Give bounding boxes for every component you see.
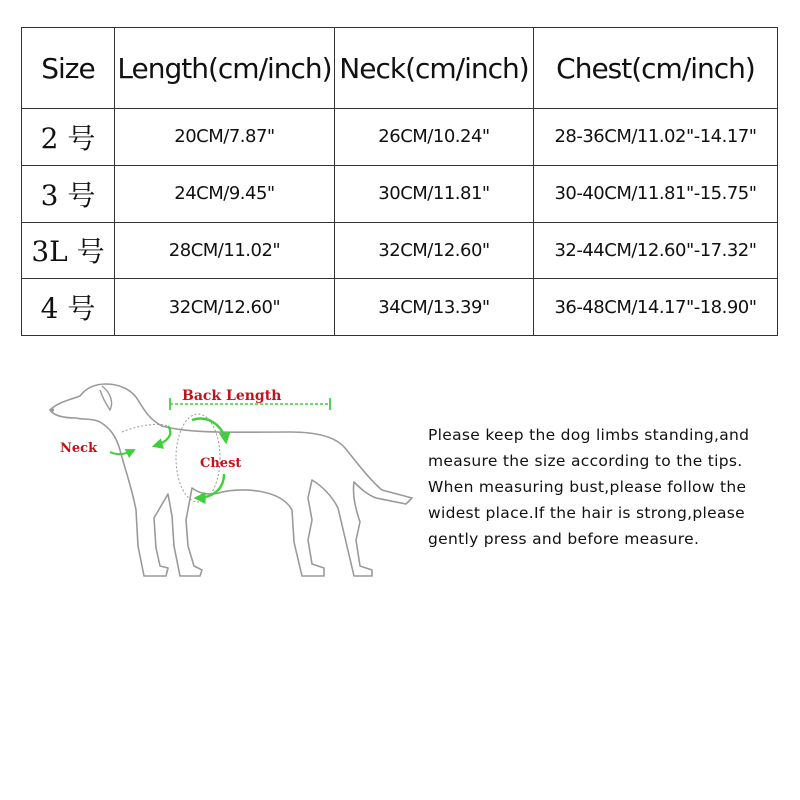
chest-cell: 30-40CM/11.81"-15.75" bbox=[534, 165, 778, 222]
instruction-line: Please keep the dog limbs standing,and bbox=[428, 426, 750, 444]
back-length-label: Back Length bbox=[182, 388, 282, 404]
dog-measurement-diagram bbox=[40, 370, 420, 585]
table-row bbox=[22, 165, 778, 222]
size-cell: 4 号 bbox=[22, 279, 115, 336]
size-cell: 2 号 bbox=[22, 109, 115, 166]
instruction-line: widest place.If the hair is strong,please bbox=[428, 504, 745, 522]
table-row bbox=[22, 222, 778, 279]
neck-cell: 32CM/12.60" bbox=[335, 222, 534, 279]
dog-ear bbox=[100, 386, 112, 410]
chest-arrow-bottom bbox=[196, 474, 224, 498]
neck-label: Neck bbox=[60, 441, 98, 456]
table-header-row bbox=[22, 28, 778, 109]
table-row bbox=[22, 109, 778, 166]
length-cell: 32CM/12.60" bbox=[115, 279, 335, 336]
length-cell: 20CM/7.87" bbox=[115, 109, 335, 166]
neck-cell: 30CM/11.81" bbox=[335, 165, 534, 222]
instruction-line: measure the size according to the tips. bbox=[428, 452, 743, 470]
instruction-line: gently press and before measure. bbox=[428, 530, 700, 548]
chest-cell: 28-36CM/11.02"-14.17" bbox=[534, 109, 778, 166]
dog-outline bbox=[50, 384, 412, 576]
chest-cell: 32-44CM/12.60"-17.32" bbox=[534, 222, 778, 279]
chest-label: Chest bbox=[200, 456, 242, 471]
length-cell: 24CM/9.45" bbox=[115, 165, 335, 222]
size-cell: 3L 号 bbox=[22, 222, 115, 279]
size-cell: 3 号 bbox=[22, 165, 115, 222]
neck-arrow-small bbox=[110, 450, 134, 454]
chest-cell: 36-48CM/14.17"-18.90" bbox=[534, 279, 778, 336]
header-size: Size bbox=[22, 28, 115, 109]
header-chest: Chest(cm/inch) bbox=[534, 28, 778, 109]
measurement-instructions bbox=[428, 422, 788, 552]
header-length: Length(cm/inch) bbox=[115, 28, 335, 109]
dog-nose bbox=[50, 408, 54, 412]
table-row bbox=[22, 279, 778, 336]
header-neck: Neck(cm/inch) bbox=[335, 28, 534, 109]
neck-arrow bbox=[154, 426, 170, 446]
instruction-line: When measuring bust,please follow the bbox=[428, 478, 747, 496]
chest-arrow-top bbox=[192, 419, 226, 442]
neck-cell: 34CM/13.39" bbox=[335, 279, 534, 336]
neck-cell: 26CM/10.24" bbox=[335, 109, 534, 166]
length-cell: 28CM/11.02" bbox=[115, 222, 335, 279]
size-chart-table bbox=[21, 27, 778, 336]
